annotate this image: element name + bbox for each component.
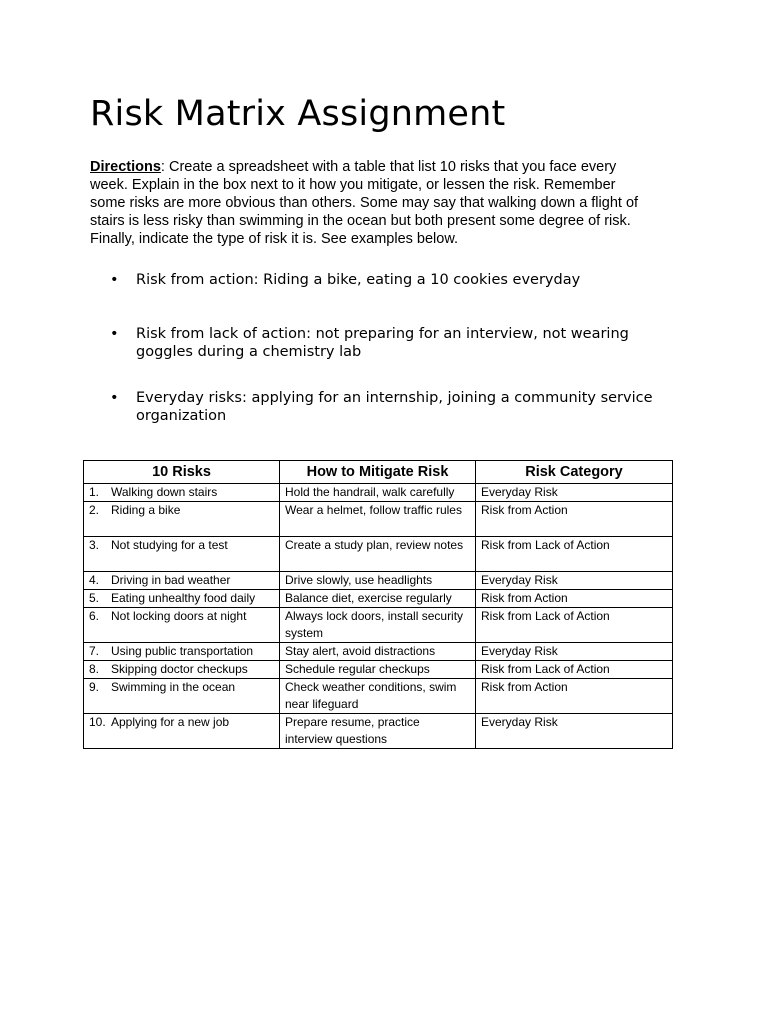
risk-cell (84, 643, 280, 661)
risk-text: Applying for a new job (111, 715, 230, 729)
directions-paragraph (90, 158, 680, 248)
row-number: 1. (89, 485, 100, 499)
bullet-icon: • (110, 390, 119, 406)
table-row (84, 484, 673, 502)
directions-line-1 (90, 158, 680, 176)
risk-text: Swimming in the ocean (111, 680, 236, 694)
directions-line-4: stairs is less risky than swimming in the ocean but both present some degree of risk. (90, 213, 631, 229)
mitigation-cell: Stay alert, avoid distractions (280, 643, 476, 661)
row-number: 8. (89, 662, 100, 676)
bullet-text: goggles during a chemistry lab (136, 344, 362, 360)
table-row (84, 572, 673, 590)
category-cell: Risk from Action (476, 679, 673, 714)
bullet-text: organization (136, 408, 227, 424)
row-number: 6. (89, 609, 100, 623)
header-mitigate: How to Mitigate Risk (280, 461, 476, 484)
row-number: 7. (89, 644, 100, 658)
table-row (84, 608, 673, 643)
category-cell: Risk from Action (476, 590, 673, 608)
row-number: 3. (89, 538, 100, 552)
mitigation-cell: Always lock doors, install security system (280, 608, 476, 643)
table-row (84, 714, 673, 749)
category-cell: Everyday Risk (476, 643, 673, 661)
list-item (110, 389, 706, 425)
category-cell: Everyday Risk (476, 714, 673, 749)
table-row (84, 679, 673, 714)
category-cell: Risk from Lack of Action (476, 608, 673, 643)
page-title: Risk Matrix Assignment (90, 94, 506, 134)
row-number: 2. (89, 503, 100, 517)
category-cell: Risk from Lack of Action (476, 537, 673, 572)
risk-text: Riding a bike (111, 503, 181, 517)
table-row (84, 661, 673, 679)
risk-matrix-table (83, 460, 673, 749)
directions-line-5: Finally, indicate the type of risk it is. See examples below. (90, 231, 459, 247)
table-row (84, 502, 673, 537)
risk-cell (84, 590, 280, 608)
risk-cell (84, 714, 280, 749)
risk-cell (84, 572, 280, 590)
row-number: 10. (89, 715, 106, 729)
directions-line-2: week. Explain in the box next to it how you mitigate, or lessen the risk. Remember (90, 177, 616, 193)
mitigation-cell: Schedule regular checkups (280, 661, 476, 679)
category-cell: Everyday Risk (476, 484, 673, 502)
mitigation-cell: Balance diet, exercise regularly (280, 590, 476, 608)
bullet-icon: • (110, 326, 119, 342)
risk-text: Skipping doctor checkups (111, 662, 248, 676)
header-risks: 10 Risks (84, 461, 280, 484)
risk-text: Walking down stairs (111, 485, 218, 499)
mitigation-cell: Check weather conditions, swim near lifeguard (280, 679, 476, 714)
row-number: 5. (89, 591, 100, 605)
risk-text: Not studying for a test (111, 538, 228, 552)
bullet-icon: • (110, 272, 119, 288)
table-header-row (84, 461, 673, 484)
risk-cell (84, 537, 280, 572)
risk-text: Using public transportation (111, 644, 254, 658)
mitigation-cell: Prepare resume, practice interview questions (280, 714, 476, 749)
header-category: Risk Category (476, 461, 673, 484)
bullet-text: Everyday risks: applying for an internship, joining a community service (136, 390, 653, 406)
risk-text: Not locking doors at night (111, 609, 247, 623)
mitigation-cell: Wear a helmet, follow traffic rules (280, 502, 476, 537)
mitigation-cell: Create a study plan, review notes (280, 537, 476, 572)
mitigation-cell: Hold the handrail, walk carefully (280, 484, 476, 502)
category-cell: Risk from Action (476, 502, 673, 537)
table-row (84, 537, 673, 572)
directions-line-3: some risks are more obvious than others. Some may say that walking down a flight of (90, 195, 639, 211)
risk-cell (84, 608, 280, 643)
list-item (110, 325, 706, 361)
risk-cell (84, 502, 280, 537)
directions-label: Directions (90, 159, 161, 175)
bullet-text: Risk from lack of action: not preparing for an interview, not wearing (136, 326, 629, 342)
table-row (84, 643, 673, 661)
risk-cell (84, 679, 280, 714)
mitigation-cell: Drive slowly, use headlights (280, 572, 476, 590)
table-row (84, 590, 673, 608)
list-item (110, 271, 706, 289)
risk-cell (84, 484, 280, 502)
directions-text: : Create a spreadsheet with a table that list 10 risks that you face every (160, 159, 617, 175)
row-number: 4. (89, 573, 100, 587)
risk-cell (84, 661, 280, 679)
row-number: 9. (89, 680, 100, 694)
category-cell: Everyday Risk (476, 572, 673, 590)
risk-text: Eating unhealthy food daily (111, 591, 256, 605)
risk-table-body (84, 484, 673, 749)
category-cell: Risk from Lack of Action (476, 661, 673, 679)
bullet-text: Risk from action: Riding a bike, eating a 10 cookies everyday (136, 272, 581, 288)
risk-text: Driving in bad weather (111, 573, 231, 587)
